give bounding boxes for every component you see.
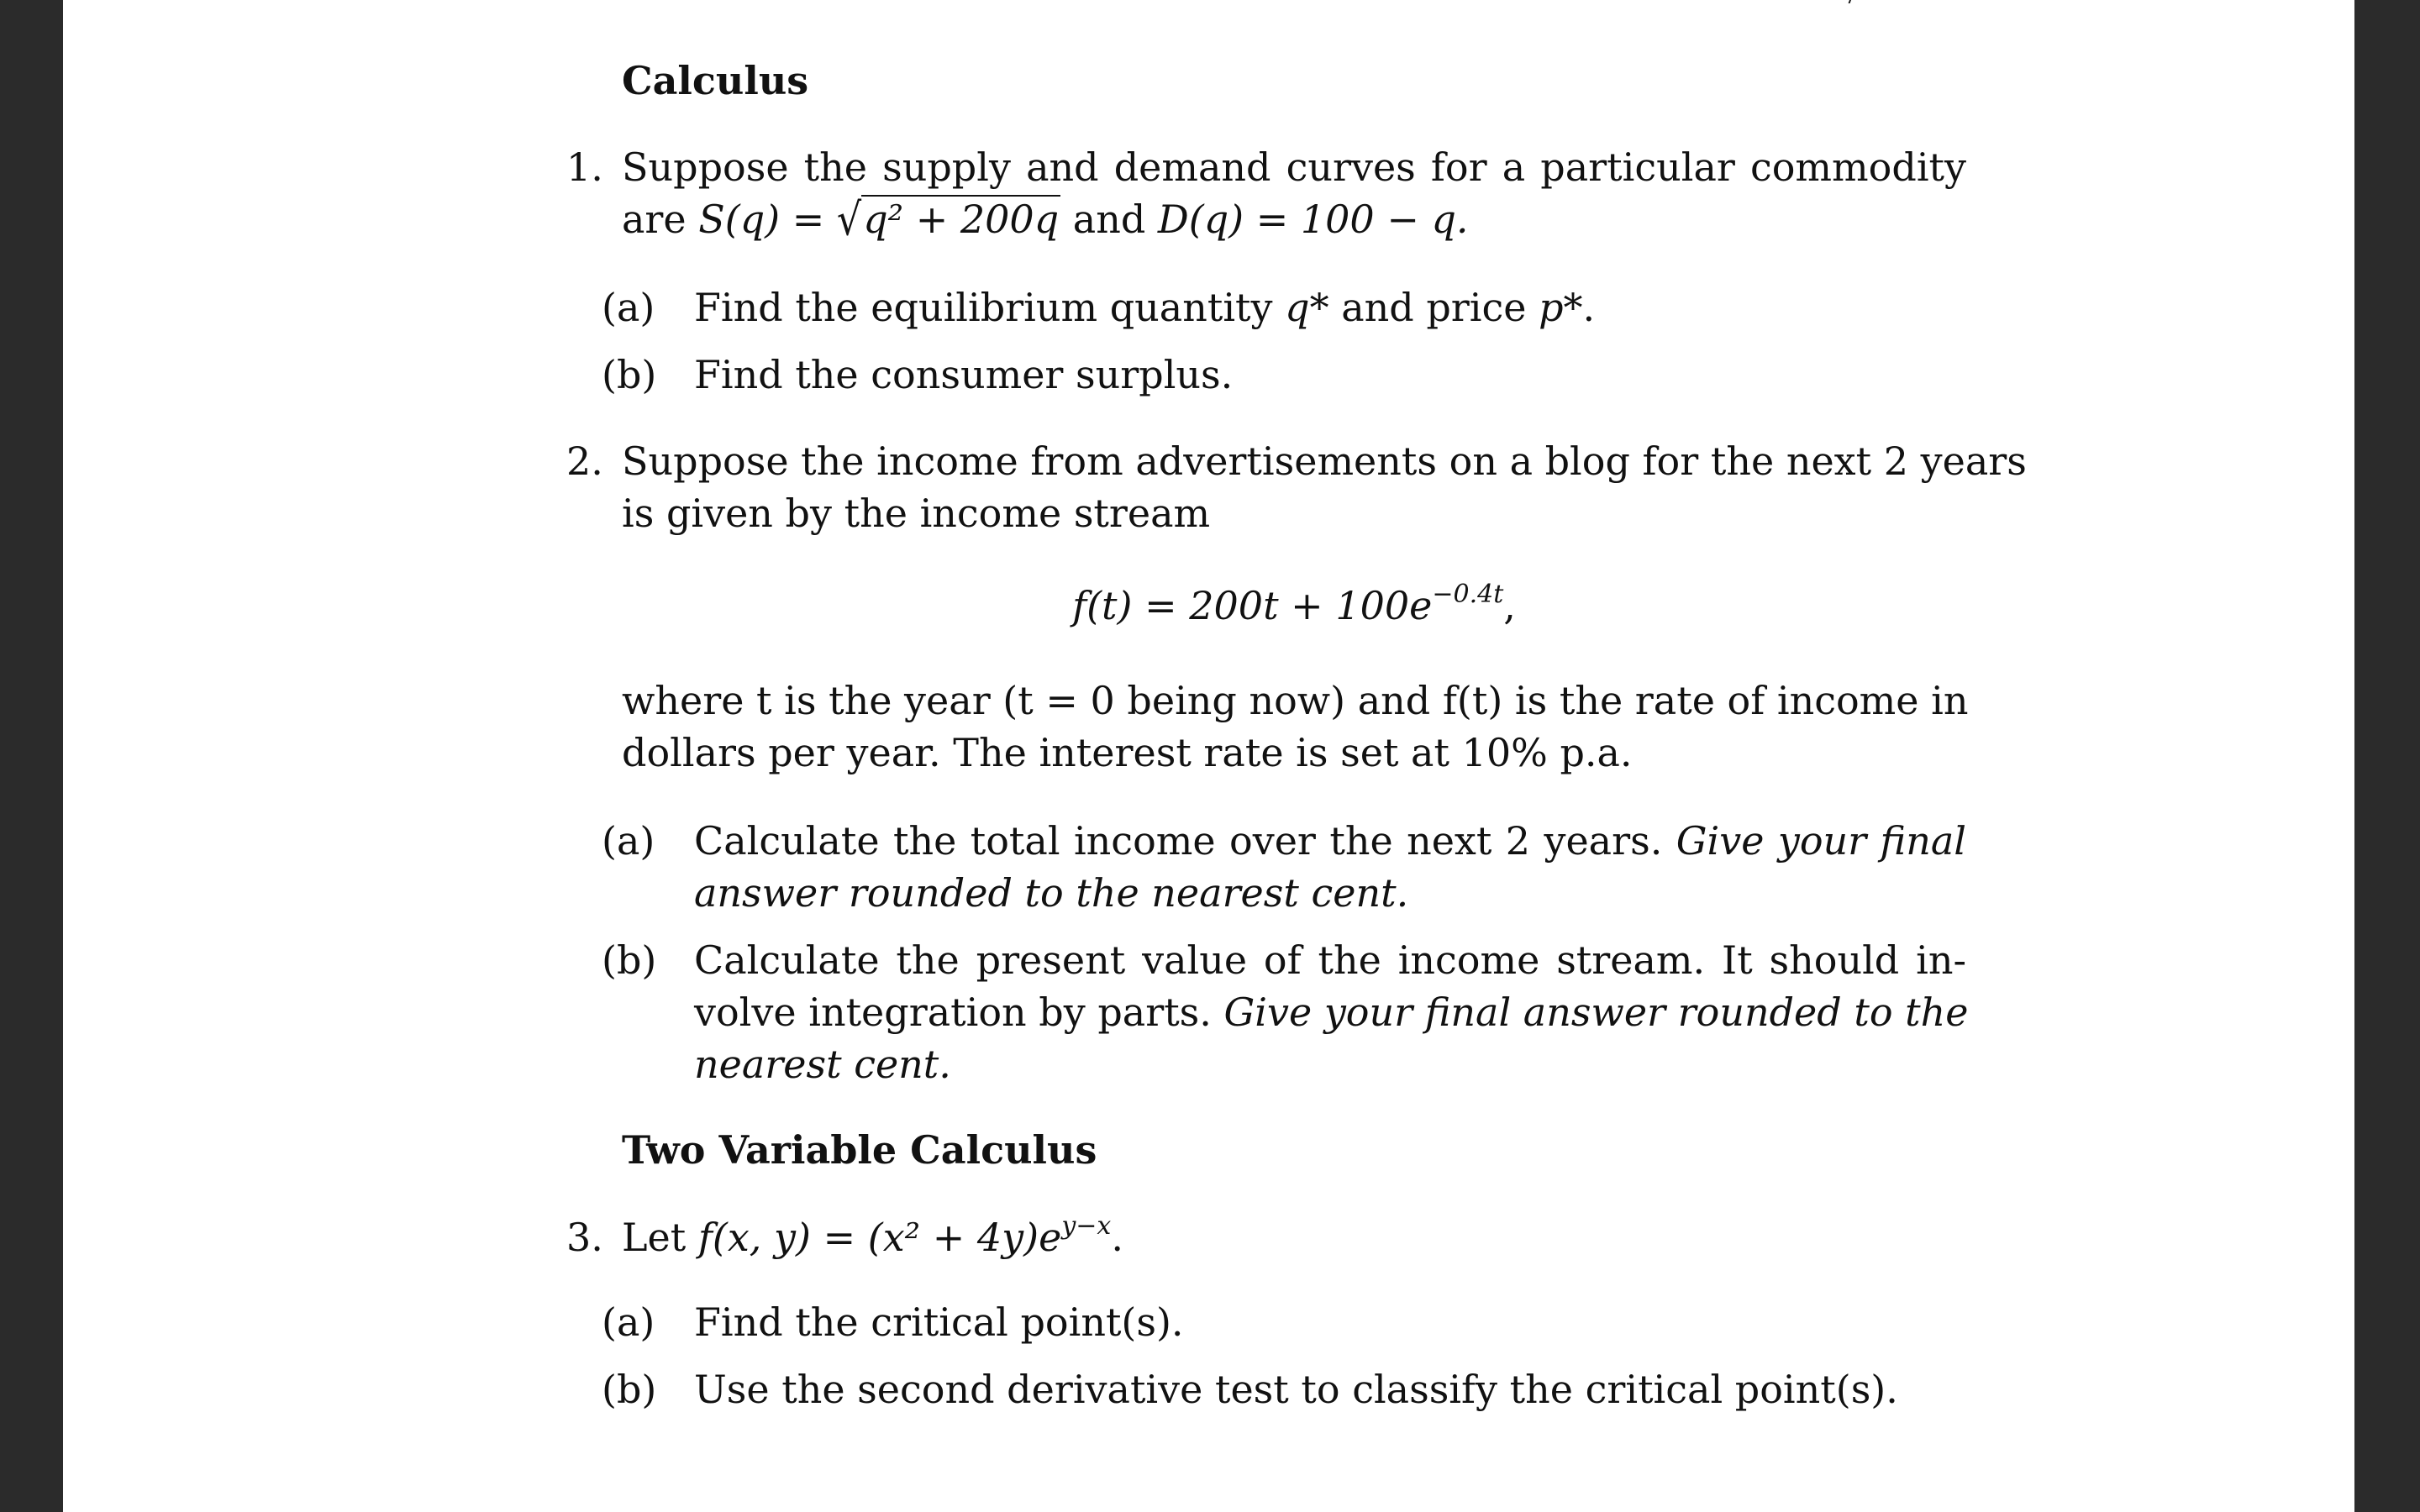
- question-text-line: Suppose the supply and demand curves for a particular commodity: [622, 144, 1966, 190]
- page-fold-mark: [1844, 0, 1853, 3]
- section-heading-calculus: Calculus: [622, 58, 809, 103]
- question-text-line: are S(q) = √q² + 200q and D(q) = 100 − q.: [622, 192, 1469, 246]
- question-2-explanation: [622, 675, 1969, 779]
- question-3: 3. Let f(x, $y) = (x^2 + 4y)e^{y-x}$.: [622, 1211, 1966, 1263]
- equilibrium-price: p*: [1539, 285, 1583, 330]
- question-number: 3.: [566, 1215, 603, 1260]
- subpart-label: (b): [602, 352, 657, 397]
- subpart-label: (a): [602, 285, 655, 330]
- explanation-line: where t is the year (t = 0 being now) and f(t) is the rate of income in: [622, 678, 1969, 723]
- section-heading-two-variable-calculus: Two Variable Calculus: [622, 1127, 1097, 1173]
- demand-function: D(q) = 100 − q.: [1157, 197, 1469, 242]
- square-root: √q² + 200q: [836, 192, 1060, 246]
- question-number: 2.: [566, 438, 603, 484]
- subpart-label: (a): [602, 1299, 655, 1345]
- equilibrium-quantity: q*: [1285, 285, 1329, 330]
- two-variable-function: f(x, y) = (x² + 4y)e: [697, 1215, 1062, 1260]
- income-stream-equation: $f(t) = 200t + 100e^{-0.4t}$,: [1072, 580, 1516, 628]
- explanation-line: dollars per year. The interest rate is set at 10% p.a.: [622, 730, 1633, 775]
- question-number: 1.: [566, 144, 603, 190]
- question-text-line: Suppose the income from advertisements on a blog for the next 2 years: [622, 438, 2027, 484]
- question-2: [566, 435, 2027, 539]
- question-text-line: is given by the income stream: [622, 491, 1211, 536]
- subpart-label: (a): [602, 818, 655, 864]
- question-1: [566, 141, 1966, 246]
- subpart-label: (b): [602, 1367, 657, 1412]
- subpart-label: (b): [602, 937, 657, 983]
- document-page: Calculus 1. Suppose the supply and demand curves for a particular commodity are S(q) = √q² + 200q and D(q) = 100 − q. (a) Find the equilibrium quantity q* and price p*. (b) Find the consumer surplus. 2. Suppose the income from advertisements on a blog for the next 2 years is given by the income stream $f(t) = 200t + 100e^{-0.4t}$, where t is the year (t = 0 being now) and f(t) is the rate of income in dollars per year. The interest rate is set at 10% p.a. (a) Calculate the total income over the next 2 years. Give your final answer rounded to the nearest cent. (b) Calculate the present value of the income stream. It should in- volve integration by parts. Give your final answer rounded to the nearest cent. Two Variable Calculus 3. Let f(x, $y) = (x^2 + 4y)e^{y-x}$. (a) Find the critical point(s). (b) Use the second derivative test to classify the critical point(s).: [63, 0, 2354, 1512]
- supply-function: S(q) =: [698, 197, 837, 242]
